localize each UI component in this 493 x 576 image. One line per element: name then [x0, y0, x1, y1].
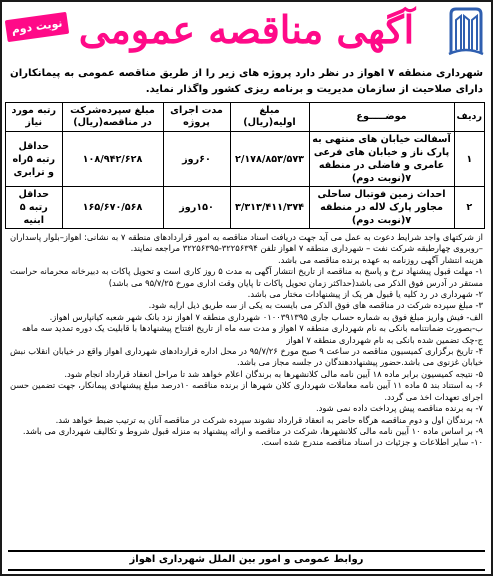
header — [2, 2, 491, 64]
initial-amount: ۳/۳۱۳/۴۱۱/۳۷۴ — [230, 187, 309, 229]
required-grade: حداقل رتبه ۵راه و ترابری — [6, 132, 63, 187]
subject: احداث زمین فوتبال ساحلی مجاور پارک لاله در منطقه ۷(نوبت دوم) — [309, 187, 454, 229]
row-number: ۱ — [454, 132, 484, 187]
col-initial-amount: مبلغ اولیه(ریال) — [230, 103, 309, 132]
footer-signature: روابط عمومی و امور بین الملل شهرداری اهواز — [8, 550, 485, 571]
subject: آسفالت خیابان های منتهی به پارک ناز و خیابان های فرعی عامری و فاضلی در منطقه ۷(نوبت دوم) — [309, 132, 454, 187]
col-deposit: مبلغ سپرده‌شرکت در مناقصه(ریال) — [62, 103, 163, 132]
row-number: ۲ — [454, 187, 484, 229]
deposit: ۱۰۸/۹۴۲/۶۲۸ — [62, 132, 163, 187]
paragraph: ۷- به برنده مناقصه پیش پرداخت داده نمی شود. — [315, 403, 483, 414]
paragraph: ۴- تاریخ برگزاری کمیسیون مناقصه در ساعت ۹ صبح مورخ ۹۵/۷/۲۶ در محل اداره قراردادهای شهرداری اهواز واقع در خیابان انقلاب نبش خیابان غزنوی می باشد.حضور پیشنهاددهندگان در جلسه مجاز می باشد. — [10, 346, 484, 368]
col-subject: موضـــــوع — [309, 103, 454, 132]
paragraph: ۶- به استناد بند ۵ ماده ۱۱ آیین نامه معاملات شهرداری کلان شهرها از برنده مناقصه ۱۰درصد مبلغ پیشنهادی پیمانکار، جهت تضمین حسن اجرای تعهدات اخذ می گردد. — [10, 380, 483, 402]
table-row — [6, 132, 485, 187]
paragraph: ۵- نتیجه کمیسیون برابر ماده ۱۸ آیین نامه مالی کلانشهرها به برندگان اعلام خواهد شد تا مراحل انعقاد قرارداد انجام شود. — [64, 368, 483, 379]
paragraph: ۸- برندگان اول و دوم مناقصه هرگاه حاضر به انعقاد قرارداد نشوند سپرده شرکت در مناقصه آنان به ترتیب ضبط خواهد شد. — [55, 414, 483, 425]
duration: ۱۵۰روز — [163, 187, 230, 229]
paragraph: ب-بصورت ضمانتنامه بانکی به نام شهرداری منطقه ۷ اهواز و مدت سه ماه از تاریخ افتتاح پیشنهادها با قابلیت یک دوره تمدید سه ماهه — [22, 323, 483, 334]
paragraph: ج-چک تضمین شده بانکی به نام شهرداری منطقه ۷ اهواز — [286, 334, 483, 345]
second-round-badge: نوبت دوم — [5, 12, 69, 42]
duration: ۶۰روز — [163, 132, 230, 187]
paragraph: ۹- بر اساس ماده ۱۰ آیین نامه مالی کلانشهرها، شرکت در مناقصه و ارائه پیشنهاد به منزله قبول شروط و تکالیف شهرداری می باشد. — [22, 425, 483, 436]
tender-table — [5, 102, 485, 229]
table-row — [6, 187, 485, 229]
paragraph: ۱۰- سایر اطلاعات و جزئیات در اسناد مناقصه مندرج شده است. — [261, 437, 483, 448]
paragraph: الف- فیش واریز مبلغ فوق به شماره حساب جاری ۰۱۰۰۳۹۱۳۹۵ شهرداری منطقه ۷ اهواز نزد بانک شهر شعبه کیانپارس اهواز. — [49, 311, 483, 322]
paragraph: هزینه انتشار آگهی روزنامه به عهده برنده مناقصه می باشد. — [277, 254, 483, 265]
paragraph: ۱- مهلت قبول پیشنهاد نرخ و پاسخ به مناقصه از تاریخ انتشار آگهی به مدت ۵ روز کاری است و تحویل پاکات به دبیرخانه محرمانه حراست مستقر در آدرس فوق الذکر می باشد(حداکثر زمان تحویل پاکات تا پایان وقت اداری مورخ ۹۵/۷/۲۵ می باشد) — [10, 266, 483, 288]
notice-title: آگهی مناقصه عمومی — [78, 7, 415, 52]
initial-amount: ۲/۱۷۸/۸۵۳/۵۷۳ — [230, 132, 309, 187]
col-duration: مدت اجرای پروژه — [163, 103, 230, 132]
intro-text: شهرداری منطقه ۷ اهواز در نظر دارد پروژه های زیر را از طریق مناقصه عمومی به پیمانکاران دارای صلاحیت از سازمان مدیریت و برنامه ریزی کشور واگذار نماید. — [10, 68, 484, 95]
paragraph: ۳- مبلغ سپرده شرکت در مناقصه های فوق الذکر می بایست به یکی از سه طریق ذیل ارایه شود. — [148, 300, 483, 311]
deposit: ۱۶۵/۶۷۰/۵۶۸ — [62, 187, 163, 229]
conditions-text — [2, 229, 491, 449]
paragraph: از شرکتهای واجد شرایط دعوت به عمل می آید جهت دریافت اسناد مناقصه به امور قراردادهای منطقه ۷ به نشانی: اهواز–بلوار پاسداران –روبروی چهارطبقه شرکت نفت – شهرداری منطقه ۷ اهواز تلفن ۳۲۲۵۶۳۹۴-۳۲۲۵۶۳۹۵ مراجعه نمایند. — [10, 232, 484, 254]
paragraph: ۲- شهرداری در رد کلیه یا قبول هر یک از پیشنهادات مختار می باشد. — [247, 289, 483, 300]
table-header-row — [6, 103, 485, 132]
required-grade: حداقل رتبه ۵ ابنیه — [6, 187, 63, 229]
col-required-grade: رتبه مورد نیاز — [6, 103, 63, 132]
col-row-number: ردیف — [454, 103, 484, 132]
